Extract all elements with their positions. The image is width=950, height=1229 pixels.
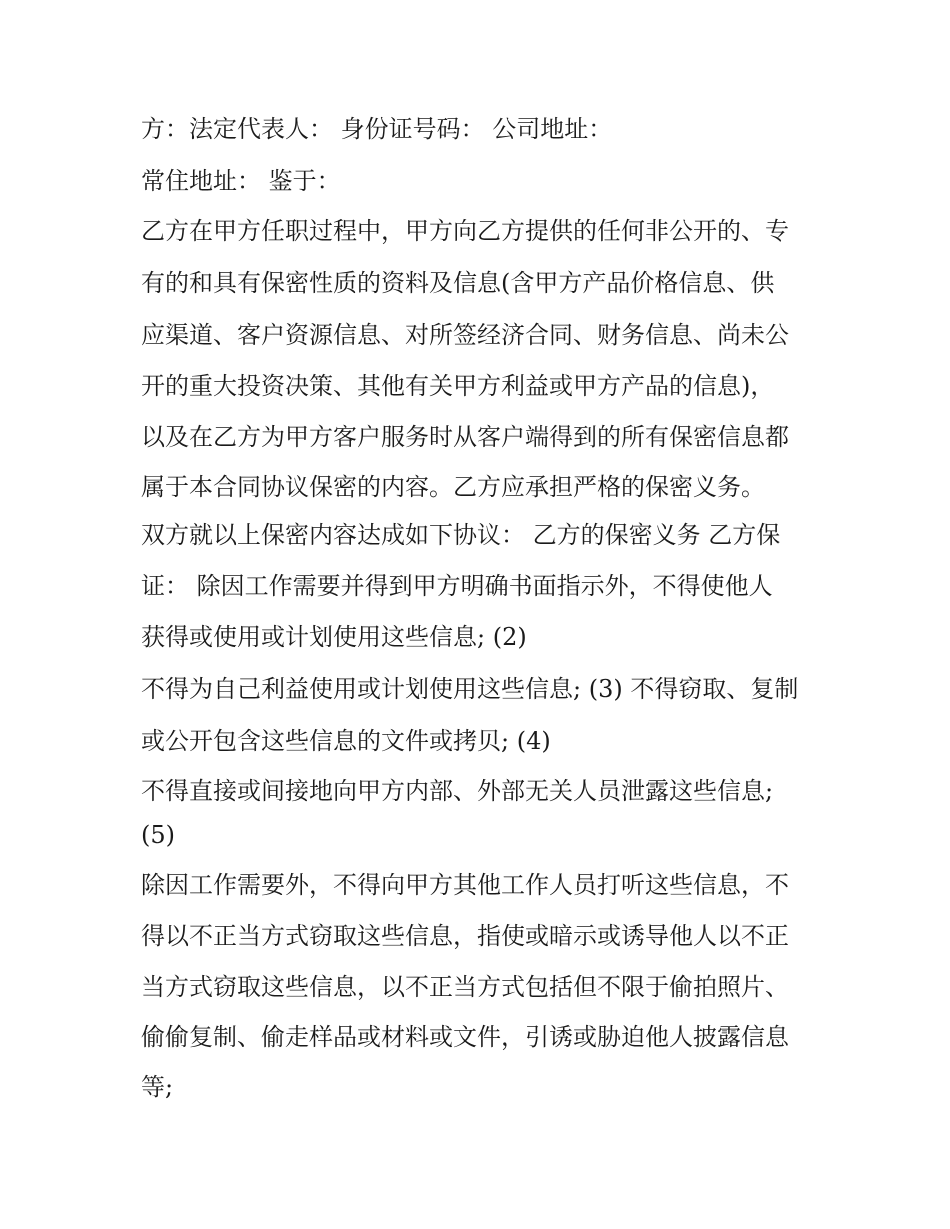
text-line: 属于本合同协议保密的内容。乙方应承担严格的保密义务。 bbox=[141, 473, 765, 501]
text-line: 乙方在甲方任职过程中，甲方向乙方提供的任何非公开的、专 bbox=[141, 217, 789, 245]
text-line: 得以不正当方式窃取这些信息，指使或暗示或诱导他人以不正 bbox=[141, 922, 789, 950]
text-line: 开的重大投资决策、其他有关甲方利益或甲方产品的信息)， bbox=[141, 372, 775, 400]
text-line: 等; bbox=[141, 1073, 174, 1101]
text-line: 应渠道、客户资源信息、对所签经济合同、财务信息、尚未公 bbox=[141, 321, 789, 349]
text-line: 方：法定代表人： 身份证号码： 公司地址： bbox=[141, 115, 613, 143]
text-line: (5) bbox=[141, 821, 175, 849]
text-line: 获得或使用或计划使用这些信息; (2) bbox=[141, 623, 527, 651]
text-line: 不得直接或间接地向甲方内部、外部无关人员泄露这些信息; bbox=[141, 777, 774, 805]
text-line: 常住地址： 鉴于： bbox=[141, 167, 341, 195]
text-line: 以及在乙方为甲方客户服务时从客户端得到的所有保密信息都 bbox=[141, 423, 789, 451]
text-line: 当方式窃取这些信息，以不正当方式包括但不限于偷拍照片、 bbox=[141, 973, 789, 1001]
text-line: 除因工作需要外，不得向甲方其他工作人员打听这些信息，不 bbox=[141, 871, 789, 899]
text-line: 不得为自己利益使用或计划使用这些信息; (3) 不得窃取、复制 bbox=[141, 675, 799, 703]
text-line: 或公开包含这些信息的文件或拷贝; (4) bbox=[141, 727, 551, 755]
text-line: 双方就以上保密内容达成如下协议： 乙方的保密义务 乙方保 bbox=[141, 521, 781, 549]
text-line: 偷偷复制、偷走样品或材料或文件，引诱或胁迫他人披露信息 bbox=[141, 1023, 789, 1051]
text-line: 有的和具有保密性质的资料及信息(含甲方产品价格信息、供 bbox=[141, 269, 775, 297]
text-line: 证： 除因工作需要并得到甲方明确书面指示外，不得使他人 bbox=[141, 572, 773, 600]
